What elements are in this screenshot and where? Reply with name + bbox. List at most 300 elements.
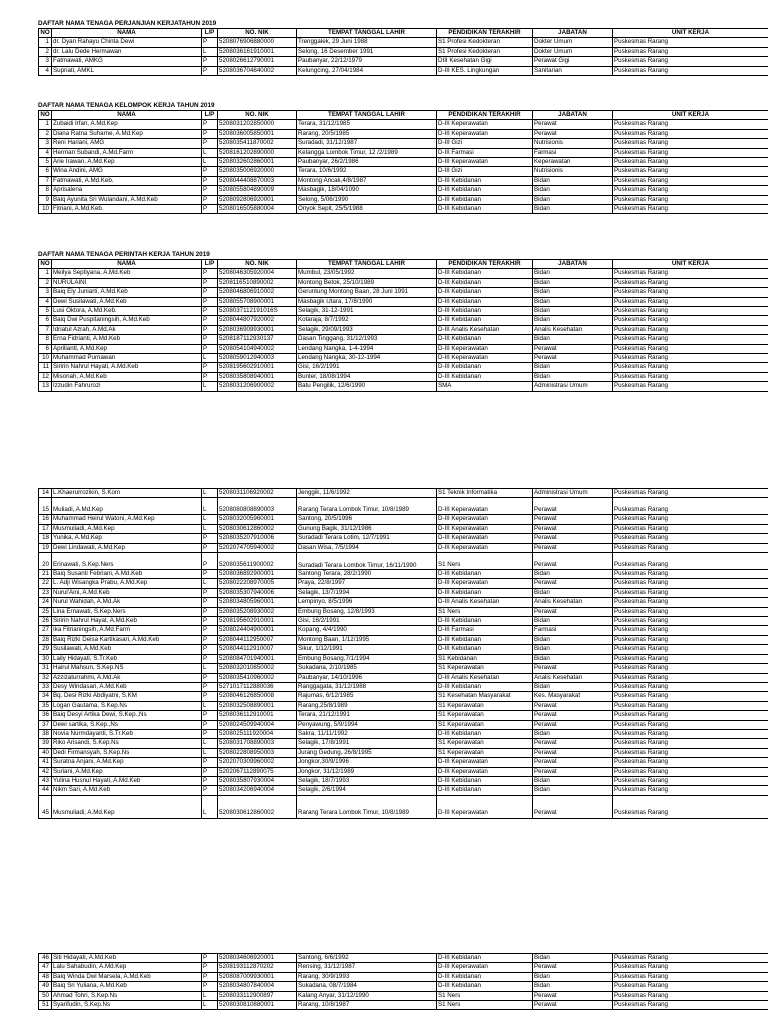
col-nama: dr. Dyan Rahayu Chinta Dewi (52, 38, 202, 47)
staff-table (38, 28, 768, 76)
col-lp: P (202, 972, 218, 981)
col-ttl: Geruntung Montong Baan, 28 Juni 1991 (297, 288, 437, 297)
col-no: 2 (39, 47, 52, 56)
col-unit: Puskesmas Rarang (613, 120, 768, 129)
col-lp: P (202, 607, 218, 616)
col-pendidikan: D-III Kebidanan (437, 982, 533, 991)
col-nama: Wina Andini, AMG (52, 167, 202, 176)
col-no: 1 (39, 269, 52, 278)
col-nik: 5208031708890003 (218, 739, 297, 748)
col-no: 3 (39, 288, 52, 297)
table-row (39, 524, 768, 533)
col-lp: P (202, 588, 218, 597)
col-ttl: Montong Ancak,4/8/1987 (297, 176, 437, 185)
col-nik: 5208022808950003 (218, 748, 297, 757)
col-nama: Aprisalena (52, 186, 202, 195)
col-no: 51 (39, 1001, 52, 1010)
col-jabatan: Perawat (533, 553, 613, 570)
table-row (39, 344, 768, 353)
col-no: 36 (39, 711, 52, 720)
col-ttl: Selagik, 29/09/1993 (297, 325, 437, 334)
header-col-nama: NAMA (52, 29, 202, 38)
col-lp: L (202, 158, 218, 167)
col-nik: 5202070309960002 (218, 758, 297, 767)
col-lp: P (202, 963, 218, 972)
col-ttl: Lempinyo, 8/5/1996 (297, 598, 437, 607)
col-lp: L (202, 664, 218, 673)
table-row (39, 148, 768, 157)
col-unit: Puskesmas Rarang (613, 635, 768, 644)
col-pendidikan: D-III Gizi (437, 167, 533, 176)
col-jabatan: Nutrisionis (533, 167, 613, 176)
col-pendidikan: D-III Kebidanan (437, 729, 533, 738)
col-no: 7 (39, 325, 52, 334)
col-no: 9 (39, 195, 52, 204)
col-ttl: Embung Bosang,7/1/1994 (297, 654, 437, 663)
col-ttl: Terara, 21/12/1991 (297, 711, 437, 720)
col-no: 47 (39, 963, 52, 972)
col-pendidikan: D-III Kebidanan (437, 972, 533, 981)
col-pendidikan: D-III Keperawatan (437, 344, 533, 353)
col-ttl: Montong Baan, 1/12/1995 (297, 635, 437, 644)
col-nama: L.Khaerurrozikin, S.Kom (52, 489, 202, 498)
col-nama: Dewi sartika, S.Kep.,Ns (52, 720, 202, 729)
col-lp: P (202, 269, 218, 278)
col-unit: Puskesmas Rarang (613, 767, 768, 776)
col-no: 38 (39, 729, 52, 738)
col-nik: 5271017112880036 (218, 682, 297, 691)
col-ttl: Masbagik, 18/04/1090 (297, 186, 437, 195)
col-pendidikan: D-III Keperawatan (437, 524, 533, 533)
col-jabatan: Bidan (533, 176, 613, 185)
col-ttl: Selagik, 17/8/1991 (297, 739, 437, 748)
col-unit: Puskesmas Rarang (613, 176, 768, 185)
header-col-jabatan: JABATAN (533, 260, 613, 269)
col-lp: P (202, 692, 218, 701)
col-nik: 5208195602910001 (218, 363, 297, 372)
header-col-no: NO (40, 29, 50, 36)
col-nik: 5208034807840004 (218, 982, 297, 991)
col-unit: Puskesmas Rarang (613, 795, 768, 818)
col-nama: Muhammad Purnawan (52, 354, 202, 363)
col-jabatan: Analis Kesehatan (533, 325, 613, 334)
col-nik: 5208037112191016S (218, 307, 297, 316)
col-ttl: Santong, 20/5/1996 (297, 515, 437, 524)
table-row (39, 673, 768, 682)
col-jabatan: Bidan (533, 269, 613, 278)
col-nik: 5208035208930002 (218, 607, 297, 616)
col-jabatan: Bidan (533, 786, 613, 795)
table-row (39, 325, 768, 334)
col-nik: 5208076906880000 (218, 38, 297, 47)
col-nama: Baiq Ayunita Sri Wulandani, A.Md.Keb (52, 195, 202, 204)
col-lp: P (202, 38, 218, 47)
col-ttl: Ranggagata, 31/12/1988 (297, 682, 437, 691)
col-pendidikan: D-III Keperawatan (437, 129, 533, 138)
col-ttl: Selagik, 18/7/1993 (297, 776, 437, 785)
col-jabatan: Perawat (533, 748, 613, 757)
col-unit: Puskesmas Rarang (613, 598, 768, 607)
col-nik: 5208161202890000 (218, 148, 297, 157)
col-nama: dr. Lalu Dede Hermawan (52, 47, 202, 56)
col-nama: Fitriani, A.Md.Keb. (52, 205, 202, 214)
col-lp: P (202, 758, 218, 767)
table-row (39, 543, 768, 552)
col-nama: NURULAINI (52, 278, 202, 287)
table-row (39, 954, 768, 963)
col-pendidikan: D-III Keperawatan (437, 515, 533, 524)
col-no: 3 (39, 139, 52, 148)
col-jabatan: Perawat (533, 524, 613, 533)
header-col-no: NO (40, 111, 50, 118)
col-nama: Misonah, A.Md.Keb (52, 372, 202, 381)
col-jabatan: Nutrisionis (533, 139, 613, 148)
col-lp: P (202, 720, 218, 729)
col-pendidikan: S1 Ners (437, 991, 533, 1000)
col-nik: 5208035411870002 (218, 139, 297, 148)
col-nama: Zubaidi Irfan, A.Md.Kep (52, 120, 202, 129)
col-lp: P (202, 626, 218, 635)
col-nik: 5208195602910001 (218, 617, 297, 626)
table-row (39, 1001, 768, 1010)
col-jabatan: Perawat (533, 515, 613, 524)
col-unit: Puskesmas Rarang (613, 776, 768, 785)
col-nik: 5208030612860002 (218, 795, 297, 818)
col-nama: Supriati, AMKL (52, 66, 202, 75)
col-no: 7 (39, 176, 52, 185)
col-nik: 5202067112890075 (218, 767, 297, 776)
col-no: 32 (39, 673, 52, 682)
col-nama: Baiq Ely Juniarti, A.Md.Keb (52, 288, 202, 297)
col-pendidikan: D-III Keperawatan (437, 579, 533, 588)
col-unit: Puskesmas Rarang (613, 673, 768, 682)
col-ttl: Selong, 5/06/1990 (297, 195, 437, 204)
col-jabatan: Perawat (533, 795, 613, 818)
col-lp: P (202, 57, 218, 66)
col-jabatan: Perawat (533, 739, 613, 748)
col-nik: 5208031202850000 (218, 120, 297, 129)
col-nama: Baiq Susanti Febriani, A.Md.Keb (52, 570, 202, 579)
col-nik: 5208035307940006 (218, 588, 297, 597)
col-no: 26 (39, 617, 52, 626)
table-row (39, 288, 768, 297)
col-lp: P (202, 372, 218, 381)
col-unit: Puskesmas Rarang (613, 186, 768, 195)
col-ttl: Rarang, 20/5/1985 (297, 129, 437, 138)
col-lp: L (202, 354, 218, 363)
col-ttl: Dasan Tinggang, 31/12/1993 (297, 335, 437, 344)
col-jabatan: Dokter Umum (533, 38, 613, 47)
col-unit: Puskesmas Rarang (613, 626, 768, 635)
col-no: 17 (39, 524, 52, 533)
col-no: 41 (39, 758, 52, 767)
col-unit: Puskesmas Rarang (613, 382, 768, 391)
staff-table (38, 259, 768, 392)
col-pendidikan: D-III Keperawatan (437, 795, 533, 818)
col-pendidikan: D-III Keperawatan (437, 120, 533, 129)
col-unit: Puskesmas Rarang (613, 570, 768, 579)
table-row (39, 167, 768, 176)
col-nama: Siririn Nahrul Hayat, A.Md.Keb (52, 617, 202, 626)
col-ttl: Kopang, 4/4/1990 (297, 626, 437, 635)
table-row (39, 129, 768, 138)
col-pendidikan: SMA (437, 382, 533, 391)
col-nik: 5208044112910007 (218, 645, 297, 654)
col-nik: 5208036112910001 (218, 711, 297, 720)
col-jabatan: Perawat (533, 498, 613, 515)
col-pendidikan: D-III Farmasi (437, 626, 533, 635)
col-nama: Baiq Dwi Puspitaningsih, A.Md.Keb (52, 316, 202, 325)
col-no: 31 (39, 664, 52, 673)
col-ttl: Lendang Nangka, 1-4-1994 (297, 344, 437, 353)
col-ttl: Rarang, 10/8/1987 (297, 1001, 437, 1010)
col-unit: Puskesmas Rarang (613, 553, 768, 570)
col-pendidikan: D-III Kebidanan (437, 278, 533, 287)
col-unit: Puskesmas Rarang (613, 534, 768, 543)
col-jabatan: Perawat (533, 664, 613, 673)
col-lp: P (202, 129, 218, 138)
col-ttl: Dasan Wisa, 7/5/1994 (297, 543, 437, 552)
col-nama: Ahmad Tohri, S.Kep.Ns (52, 991, 202, 1000)
col-pendidikan: S1 Ners (437, 1001, 533, 1010)
col-lp: P (202, 325, 218, 334)
col-nik: 5208034606920001 (218, 954, 297, 963)
table-header-row (39, 29, 768, 38)
col-lp: P (202, 654, 218, 663)
col-unit: Puskesmas Rarang (613, 739, 768, 748)
col-ttl: Paubanyar, 26/2/1986 (297, 158, 437, 167)
col-nik: 5208032508890001 (218, 701, 297, 710)
col-unit: Puskesmas Rarang (613, 158, 768, 167)
col-unit: Puskesmas Rarang (613, 515, 768, 524)
col-no: 4 (39, 148, 52, 157)
col-pendidikan: D-III Kebidanan (437, 316, 533, 325)
col-pendidikan: D-III Analis Kesehatan (437, 673, 533, 682)
col-pendidikan: D-III Kebidanan (437, 617, 533, 626)
table-row (39, 382, 768, 391)
col-pendidikan: D-III Kebidanan (437, 176, 533, 185)
col-pendidikan: D-III KES. Lingkungan (437, 66, 533, 75)
col-nama: Apriliantl, A.Md.Kep (52, 344, 202, 353)
col-jabatan: Bidan (533, 982, 613, 991)
col-lp: P (202, 120, 218, 129)
col-unit: Puskesmas Rarang (613, 524, 768, 533)
table-row (39, 758, 768, 767)
col-jabatan: Bidan (533, 363, 613, 372)
col-nik: 5208046126850008 (218, 692, 297, 701)
col-nama: Suriani, A.Md.Kep (52, 767, 202, 776)
table-row (39, 711, 768, 720)
col-unit: Puskesmas Rarang (613, 278, 768, 287)
col-nik: 5208092806920001 (218, 195, 297, 204)
header-col-ttl: TEMPAT TANGGAL LAHIR (297, 260, 437, 269)
header-col-jabatan: JABATAN (533, 29, 613, 38)
col-ttl: Rensing, 31/12/1987 (297, 963, 437, 972)
col-ttl: Jenggik, 11/6/1992 (297, 489, 437, 498)
col-unit: Puskesmas Rarang (613, 701, 768, 710)
col-nik: 5208026612790001 (218, 57, 297, 66)
col-jabatan: Perawat (533, 120, 613, 129)
col-lp: L (202, 739, 218, 748)
col-ttl: Paubanyar, 22/12/1979 (297, 57, 437, 66)
col-lp: P (202, 786, 218, 795)
col-lp: P (202, 195, 218, 204)
col-unit: Puskesmas Rarang (613, 372, 768, 381)
col-nama: Ika Fitrianingsih, A.Md.Farm (52, 626, 202, 635)
col-lp: L (202, 498, 218, 515)
col-unit: Puskesmas Rarang (613, 654, 768, 663)
col-unit: Puskesmas Rarang (613, 579, 768, 588)
col-nik: 5208116510890002 (218, 278, 297, 287)
col-nik: 5208035807930004 (218, 776, 297, 785)
col-ttl: Praya, 22/8/1997 (297, 579, 437, 588)
col-pendidikan: D-III Keperawatan (437, 543, 533, 552)
header-col-no: NO (40, 260, 50, 267)
col-lp: P (202, 139, 218, 148)
col-jabatan: Perawat (533, 701, 613, 710)
header-col-nama: NAMA (52, 111, 202, 120)
col-pendidikan: S1 Profesi Kedokteran (437, 38, 533, 47)
col-nik: 5208033112900897 (218, 991, 297, 1000)
table-row (39, 720, 768, 729)
col-unit: Puskesmas Rarang (613, 344, 768, 353)
col-jabatan: Bidan (533, 729, 613, 738)
col-ttl: Sukadana, 2/10/1985 (297, 664, 437, 673)
col-lp: L (202, 515, 218, 524)
col-no: 44 (39, 786, 52, 795)
col-unit: Puskesmas Rarang (613, 363, 768, 372)
col-no: 28 (39, 635, 52, 644)
staff-table (38, 953, 768, 1010)
table-header-row (39, 260, 768, 269)
col-no: 6 (39, 167, 52, 176)
section-perintah-kerja (38, 250, 768, 392)
header-col-jabatan: JABATAN (533, 111, 613, 120)
col-nama: Siririn Nahrul Hayati, A.Md.Keb (52, 363, 202, 372)
header-col-nik: NO. NIK (218, 111, 297, 120)
col-unit: Puskesmas Rarang (613, 297, 768, 306)
col-pendidikan: D-III Kebidanan (437, 635, 533, 644)
table-row (39, 269, 768, 278)
table-row (39, 767, 768, 776)
col-unit: Puskesmas Rarang (613, 982, 768, 991)
col-no: 22 (39, 579, 52, 588)
col-ttl: Selong, 16 Desember 1991 (297, 47, 437, 56)
table-row (39, 570, 768, 579)
col-nama: Erna Fidrianti, A.Md.Keb (52, 335, 202, 344)
table-row (39, 682, 768, 691)
col-no: 5 (39, 307, 52, 316)
col-nama: Lusi Oktora, A.Md.Keb. (52, 307, 202, 316)
col-no: 4 (39, 66, 52, 75)
col-nik: 5208035207910006 (218, 534, 297, 543)
col-nama: Nikm Sari, A.Md.Keb (52, 786, 202, 795)
col-ttl: Rarang Terara Lombok Timur, 10/8/1989 (297, 498, 437, 515)
col-unit: Puskesmas Rarang (613, 316, 768, 325)
col-no: 10 (39, 354, 52, 363)
col-nik: 5208036005850001 (218, 129, 297, 138)
col-nik: 5208035006920000 (218, 167, 297, 176)
col-no: 30 (39, 654, 52, 663)
col-nama: Desy Windasari, A.Md.Keb (52, 682, 202, 691)
col-unit: Puskesmas Rarang (613, 498, 768, 515)
col-no: 37 (39, 720, 52, 729)
col-nik: 5208046305920004 (218, 269, 297, 278)
col-pendidikan: D-III Keperawatan (437, 354, 533, 363)
col-no: 14 (39, 489, 52, 498)
table-row (39, 654, 768, 663)
table-row (39, 515, 768, 524)
col-lp: P (202, 335, 218, 344)
header-col-pendidikan: PENDIDIKAN TERAKHIR (437, 29, 533, 38)
col-pendidikan: DIII Kesehatan Gigi (437, 57, 533, 66)
col-nik: 5208044112950007 (218, 635, 297, 644)
col-no: 34 (39, 692, 52, 701)
col-nama: Logan Gautama, S.Kep.Ns (52, 701, 202, 710)
header-col-lp: L/P (202, 111, 218, 120)
col-pendidikan: D-III Kebidanan (437, 372, 533, 381)
table-row (39, 692, 768, 701)
col-no: 20 (39, 553, 52, 570)
staff-table (38, 110, 768, 214)
col-pendidikan: D-III Kebidanan (437, 186, 533, 195)
col-unit: Puskesmas Rarang (613, 692, 768, 701)
col-no: 48 (39, 972, 52, 981)
col-jabatan: Perawat (533, 991, 613, 1000)
col-ttl: Selagik, 13/7/1994 (297, 588, 437, 597)
table-row (39, 635, 768, 644)
col-pendidikan: S1 Teknik Informatika (437, 489, 533, 498)
col-jabatan: Analis Kesehatan (533, 673, 613, 682)
col-nik: 5208031106920002 (218, 489, 297, 498)
col-jabatan: Bidan (533, 588, 613, 597)
col-nama: L. Adji Wisangka Prabu, A.Md.Kep (52, 579, 202, 588)
col-lp: P (202, 278, 218, 287)
table-row (39, 297, 768, 306)
col-ttl: Terara, 10/6/1992 (297, 167, 437, 176)
col-nama: Meilya Septiyana, A.Md.Keb (52, 269, 202, 278)
col-lp: P (202, 344, 218, 353)
col-unit: Puskesmas Rarang (613, 748, 768, 757)
col-no: 25 (39, 607, 52, 616)
col-unit: Puskesmas Rarang (613, 758, 768, 767)
col-no: 16 (39, 515, 52, 524)
col-lp: P (202, 534, 218, 543)
col-nama: Izzudin Fahrurozi (52, 382, 202, 391)
col-nama: Yulina Husnul Hayati, A.Md.Keb (52, 776, 202, 785)
col-nama: Baiq Desyi Artika Dewi, S.Kep.,Ns (52, 711, 202, 720)
col-nama: Musmuliadi, A.Md.Kep (52, 524, 202, 533)
col-jabatan: Bidan (533, 682, 613, 691)
col-nama: Novia Nurmdayanti, S.Tr.Keb (52, 729, 202, 738)
col-jabatan: Bidan (533, 654, 613, 663)
table-row (39, 598, 768, 607)
header-col-nik: NO. NIK (218, 260, 297, 269)
table-row (39, 205, 768, 214)
col-unit: Puskesmas Rarang (613, 269, 768, 278)
col-ttl: Rarang, 30/9/1993 (297, 972, 437, 981)
col-jabatan: Bidan (533, 335, 613, 344)
col-unit: Puskesmas Rarang (613, 66, 768, 75)
col-ttl: Jongkor,30/9/1996 (297, 758, 437, 767)
col-jabatan: Bidan (533, 288, 613, 297)
col-nama: Muhammad Heirul Watoni, A.Md.Kep (52, 515, 202, 524)
header-col-pendidikan: PENDIDIKAN TERAKHIR (437, 260, 533, 269)
col-pendidikan: D-III Keperawatan (437, 758, 533, 767)
col-lp: L (202, 382, 218, 391)
col-ttl: Rajumas, 6/12/1985 (297, 692, 437, 701)
col-jabatan: Bidan (533, 372, 613, 381)
